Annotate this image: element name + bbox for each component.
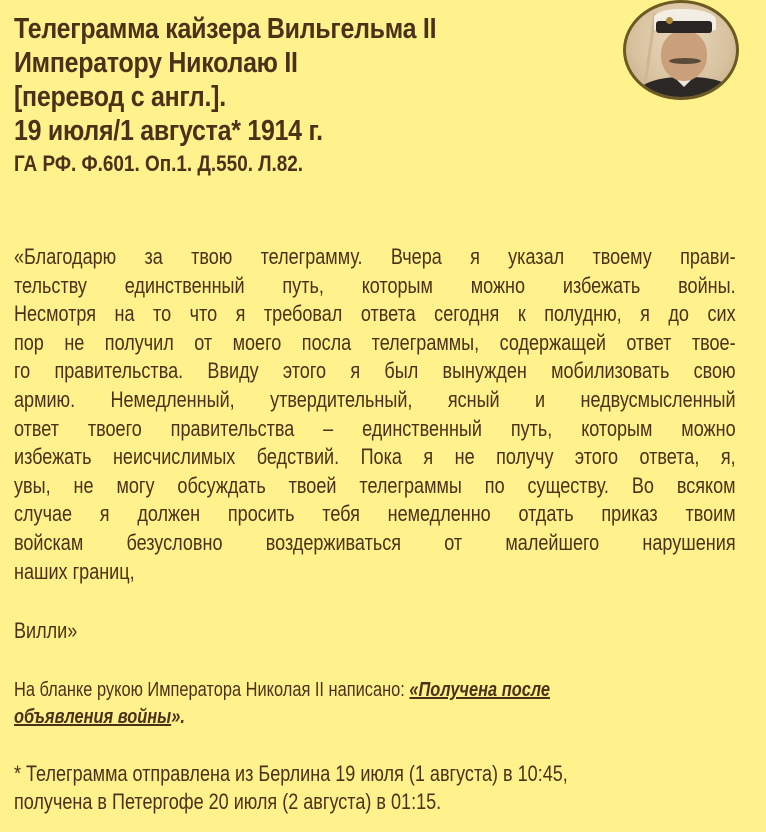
portrait-cap-badge-icon: [666, 17, 673, 24]
portrait-face: [661, 31, 707, 81]
annotation-quote-part-1: «Получена после: [409, 679, 550, 701]
telegram-line: ответ твоего правительства – единственный путь, которым можно: [14, 415, 736, 441]
telegram-signature: Вилли»: [14, 618, 78, 643]
title-line-2: Императору Николаю II: [14, 47, 298, 79]
telegram-line: пор не получил от моего посла телеграммы, содержащей ответ твое-: [14, 329, 736, 355]
document-header: [14, 12, 604, 178]
telegram-line: «Благодарю за твою телеграмму. Вчера я указал твоему прави-: [14, 244, 736, 269]
title-line-1: Телеграмма кайзера Вильгельма II: [14, 13, 437, 45]
telegram-line: избежать неисчислимых бедствий. Пока я не получу этого ответа, я,: [14, 444, 736, 470]
footnote-line-1: * Телеграмма отправлена из Берлина 19 июля (1 августа) в 10:45,: [14, 761, 568, 786]
telegram-line: случае я должен просить тебя немедленно отдать приказ твоим: [14, 501, 736, 527]
footnote-line-2: получена в Петергофе 20 июля (2 августа) в 01:15.: [14, 789, 442, 814]
footnote: [14, 760, 568, 816]
annotation-line-1: [14, 677, 550, 704]
title-line-4-date: 19 июля/1 августа* 1914 г.: [14, 115, 323, 147]
telegram-line: Несмотря на то что я требовал ответа сегодня к полудню, я до сих: [14, 301, 736, 327]
telegram-line: тельству единственный путь, которым можно избежать войны.: [14, 272, 736, 298]
portrait-photo-icon: [623, 0, 739, 100]
telegram-line: го правительства. Ввиду этого я был вынужден мобилизовать свою: [14, 358, 736, 384]
telegram-line: войскам безусловно воздерживаться от малейшего нарушения: [14, 529, 736, 555]
telegram-line: армию. Немедленный, утвердительный, ясный и недвусмысленный: [14, 386, 736, 412]
annotation-suffix: ».: [171, 706, 185, 728]
title-line-3: [перевод с англ.].: [14, 81, 226, 113]
annotation-quote-part-2: объявления войны: [14, 706, 172, 728]
telegram-line: увы, не могу обсуждать твоей телеграммы по существу. Во всяком: [14, 472, 736, 498]
portrait-mustache: [669, 58, 701, 64]
annotation-line-2: [14, 704, 550, 731]
archive-reference: ГА РФ. Ф.601. Оп.1. Д.550. Л.82.: [14, 151, 304, 176]
telegram-text: [14, 243, 736, 586]
portrait-cap-band: [656, 21, 712, 33]
handwritten-annotation-note: [14, 677, 550, 731]
telegram-line: наших границ,: [14, 558, 135, 584]
telegram-paragraph: [14, 243, 736, 586]
annotation-prefix: На бланке рукою Императора Николая II написано:: [14, 679, 405, 701]
